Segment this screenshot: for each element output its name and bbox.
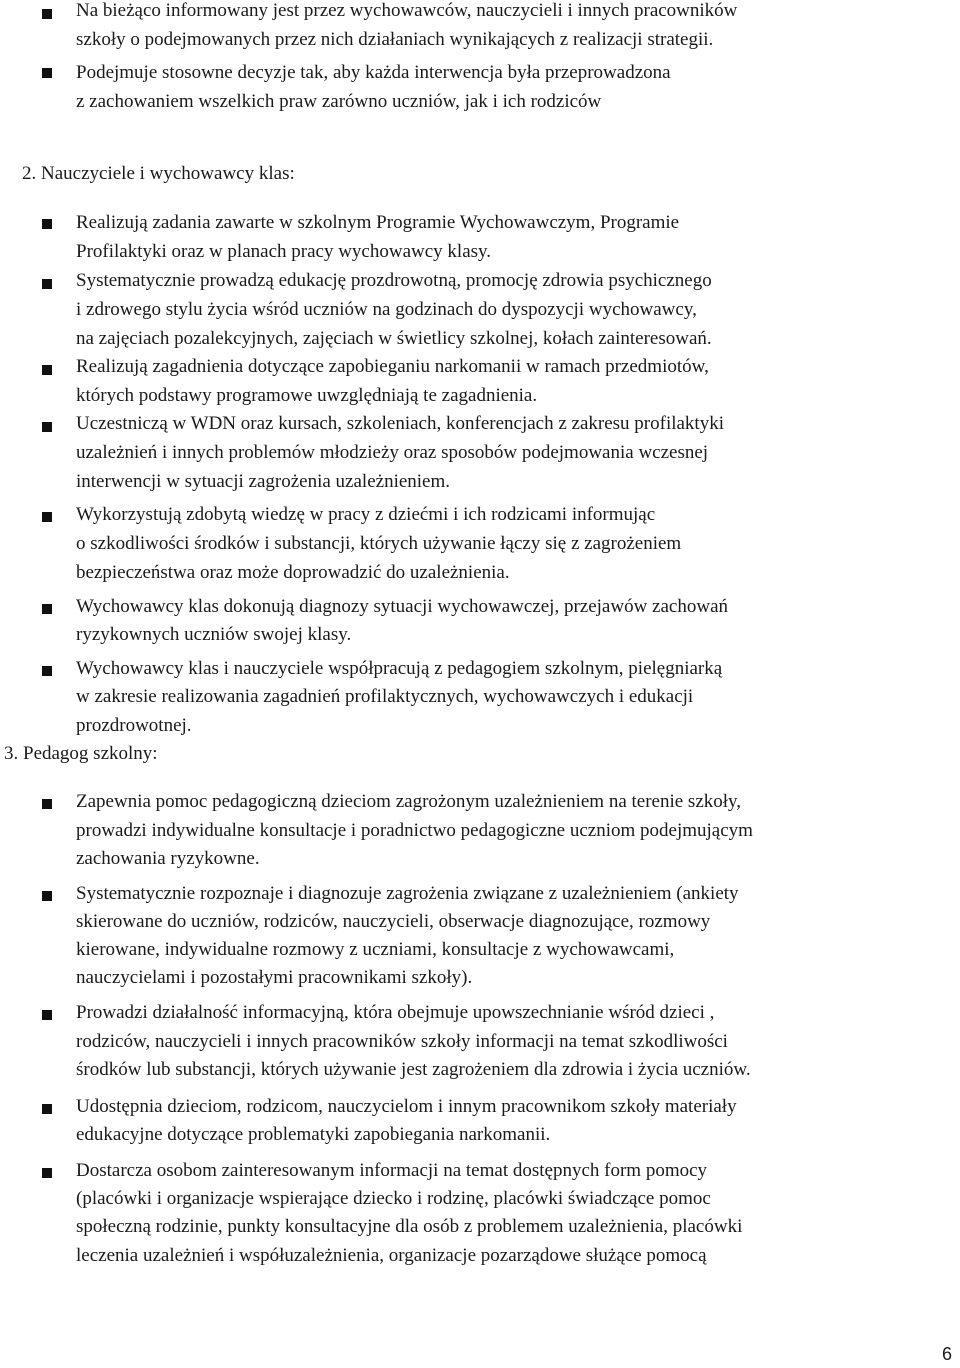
section-heading: 3. Pedagog szkolny: [4, 743, 158, 764]
list-item-line: ryzykownych uczniów swojej klasy. [76, 624, 352, 645]
square-bullet-icon [40, 1008, 54, 1022]
section-heading: 2. Nauczyciele i wychowawcy klas: [22, 163, 295, 184]
list-item-line: w zakresie realizowania zagadnień profilaktycznych, wychowawczych i edukacji [76, 686, 694, 707]
page-number: 6 [942, 1344, 953, 1364]
list-item-line: z zachowaniem wszelkich praw zarówno uczniów, jak i ich rodziców [76, 91, 602, 112]
list-item-line: prozdrowotnej. [76, 715, 192, 736]
list-item-line: Wychowawcy klas i nauczyciele współpracują z pedagogiem szkolnym, pielęgniarką [76, 658, 723, 679]
list-item-line: Na bieżąco informowany jest przez wychowawców, nauczycieli i innych pracowników [76, 0, 738, 21]
square-bullet-icon [40, 602, 54, 616]
list-item-line: Realizują zagadnienia dotyczące zapobieganiu narkomanii w ramach przedmiotów, [76, 356, 709, 377]
list-item-line: kierowane, indywidualne rozmowy z uczniami, konsultacje z wychowawcami, [76, 939, 675, 960]
list-item-line: społeczną rodzinie, punkty konsultacyjne dla osób z problemem uzależnienia, placówki [76, 1216, 743, 1237]
list-item-line: o szkodliwości środków i substancji, których używanie łączy się z zagrożeniem [76, 533, 682, 554]
list-item-line: leczenia uzależnień i współuzależnienia, organizacje pozarządowe służące pomocą [76, 1245, 707, 1266]
list-item-line: Podejmuje stosowne decyzje tak, aby każda interwencja była przeprowadzona [76, 62, 671, 83]
list-item-line: i zdrowego stylu życia wśród uczniów na godzinach do dyspozycji wychowawcy, [76, 299, 697, 320]
square-bullet-icon [40, 1166, 54, 1180]
list-item-line: Realizują zadania zawarte w szkolnym Programie Wychowawczym, Programie [76, 212, 680, 233]
square-bullet-icon [40, 277, 54, 291]
square-bullet-icon [40, 7, 54, 21]
list-item-line: Systematycznie prowadzą edukację prozdrowotną, promocję zdrowia psychicznego [76, 270, 712, 291]
square-bullet-icon [40, 664, 54, 678]
list-item-line: Zapewnia pomoc pedagogiczną dzieciom zagrożonym uzależnieniem na terenie szkoły, [76, 791, 742, 812]
list-item-line: Prowadzi działalność informacyjną, która obejmuje upowszechnianie wśród dzieci , [76, 1002, 715, 1023]
list-item-line: szkoły o podejmowanych przez nich działaniach wynikających z realizacji strategii. [76, 29, 714, 50]
square-bullet-icon [40, 797, 54, 811]
list-item-line: Udostępnia dzieciom, rodzicom, nauczycielom i innym pracownikom szkoły materiały [76, 1096, 737, 1117]
list-item-line: Wychowawcy klas dokonują diagnozy sytuacji wychowawczej, przejawów zachowań [76, 596, 729, 617]
square-bullet-icon [40, 510, 54, 524]
list-item-line: zachowania ryzykowne. [76, 848, 260, 869]
square-bullet-icon [40, 217, 54, 231]
list-item-line: których podstawy programowe uwzględniają te zagadnienia. [76, 385, 538, 406]
list-item-line: nauczycielami i pozostałymi pracownikami szkoły). [76, 967, 473, 988]
square-bullet-icon [40, 889, 54, 903]
list-item-line: rodziców, nauczycieli i innych pracowników szkoły informacji na temat szkodliwości [76, 1031, 728, 1052]
list-item-line: prowadzi indywidualne konsultacje i poradnictwo pedagogiczne uczniom podejmującym [76, 820, 753, 841]
list-item-line: Dostarcza osobom zainteresowanym informacji na temat dostępnych form pomocy [76, 1160, 708, 1181]
list-item-line: Profilaktyki oraz w planach pracy wychowawcy klasy. [76, 241, 492, 262]
list-item-line: Systematycznie rozpoznaje i diagnozuje zagrożenia związane z uzależnieniem (ankiety [76, 883, 739, 904]
list-item-line: środków lub substancji, których używanie jest zagrożeniem dla zdrowia i życia uczniów. [76, 1059, 751, 1080]
square-bullet-icon [40, 66, 54, 80]
square-bullet-icon [40, 420, 54, 434]
square-bullet-icon [40, 1102, 54, 1116]
list-item-line: edukacyjne dotyczące problematyki zapobiegania narkomanii. [76, 1124, 551, 1145]
list-item-line: skierowane do uczniów, rodziców, nauczycieli, obserwacje diagnozujące, rozmowy [76, 911, 711, 932]
list-item-line: Uczestniczą w WDN oraz kursach, szkoleniach, konferencjach z zakresu profilaktyki [76, 413, 724, 434]
list-item-line: na zajęciach pozalekcyjnych, zajęciach w świetlicy szkolnej, kołach zainteresowań. [76, 328, 712, 349]
list-item-line: (placówki i organizacje wspierające dziecko i rodzinę, placówki świadczące pomoc [76, 1188, 711, 1209]
list-item-line: uzależnień i innych problemów młodzieży oraz sposobów podejmowania wczesnej [76, 442, 709, 463]
list-item-line: bezpieczeństwa oraz może doprowadzić do uzależnienia. [76, 562, 510, 583]
list-item-line: Wykorzystują zdobytą wiedzę w pracy z dziećmi i ich rodzicami informując [76, 504, 656, 525]
list-item-line: interwencji w sytuacji zagrożenia uzależnieniem. [76, 471, 451, 492]
square-bullet-icon [40, 363, 54, 377]
